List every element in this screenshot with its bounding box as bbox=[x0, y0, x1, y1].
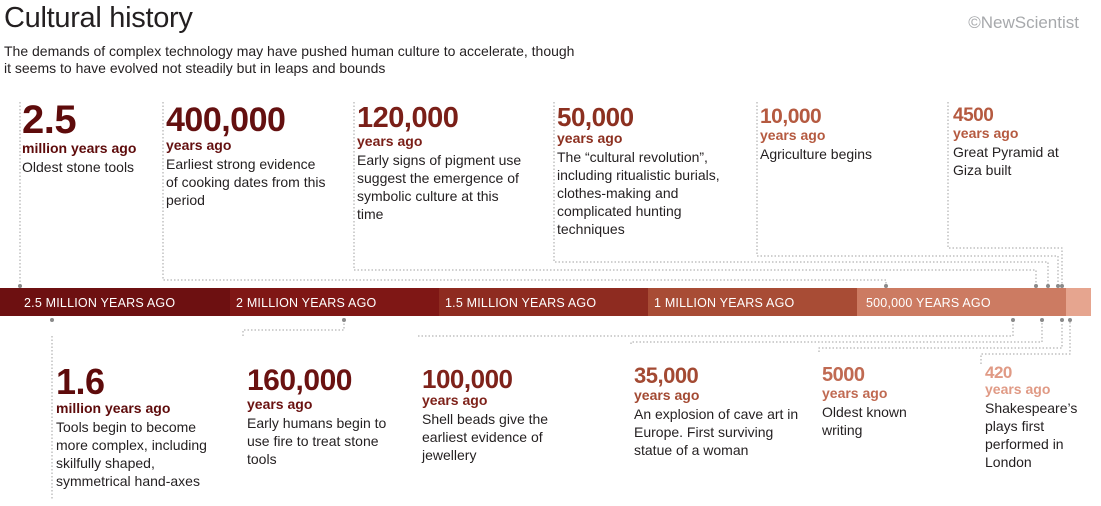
timeline-event bbox=[557, 104, 737, 238]
event-number: 50,000 bbox=[557, 102, 634, 132]
event-description: Shakespeare’s plays first performed in London bbox=[985, 400, 1078, 470]
event-unit: years ago bbox=[822, 385, 888, 401]
event-description: Early signs of pigment use suggest the emergence of symbolic culture at this time bbox=[357, 152, 522, 222]
connector-dot bbox=[1011, 318, 1015, 322]
event-number: 5000 bbox=[822, 364, 865, 386]
event-number: 1.6 bbox=[56, 361, 105, 402]
event-number: 100,000 bbox=[422, 364, 513, 394]
event-description: Oldest known writing bbox=[822, 404, 907, 438]
timeline-segment bbox=[648, 288, 857, 316]
timeline-event bbox=[634, 365, 809, 459]
brand-logo: ©NewScientist bbox=[968, 13, 1079, 32]
connector-dot bbox=[1040, 318, 1044, 322]
event-number: 35,000 bbox=[634, 363, 699, 388]
event-description: Agriculture begins bbox=[760, 146, 873, 162]
event-description: Shell beads give the earliest evidence of jewellery bbox=[422, 411, 549, 463]
page-subtitle: The demands of complex technology may have pushed human culture to accelerate, though it seems to have evolved not steadily but in leaps and bounds bbox=[4, 43, 575, 76]
event-number: 400,000 bbox=[166, 101, 286, 139]
event-number: 10,000 bbox=[760, 105, 822, 128]
event-unit: years ago bbox=[557, 130, 623, 146]
event-description: An explosion of cave art in Europe. First surviving statue of a woman bbox=[634, 406, 799, 458]
event-number: 120,000 bbox=[357, 102, 459, 134]
event-description: The “cultural revolution”, including ritualistic burials, clothes-making and complicated hunting techniques bbox=[557, 149, 720, 237]
event-number: 2.5 bbox=[22, 98, 77, 142]
timeline-event bbox=[953, 106, 1063, 179]
event-description: Tools begin to become more complex, including skilfully shaped, symmetrical hand-axes bbox=[56, 419, 207, 489]
event-description: Earliest strong evidence of cooking dates from this period bbox=[166, 156, 326, 208]
segment-label: 1 MILLION YEARS AGO bbox=[654, 296, 795, 310]
event-unit: years ago bbox=[953, 125, 1019, 141]
timeline-event bbox=[166, 103, 326, 209]
timeline-event bbox=[822, 365, 942, 439]
event-unit: years ago bbox=[760, 127, 826, 143]
event-number: 4500 bbox=[953, 105, 994, 126]
event-description: Early humans begin to use fire to treat stone tools bbox=[247, 415, 387, 467]
connector-dot bbox=[50, 318, 54, 322]
timeline-event bbox=[357, 104, 527, 223]
timeline-segment bbox=[857, 288, 1066, 316]
timeline-event bbox=[985, 364, 1085, 471]
connector-line bbox=[631, 320, 1042, 344]
timeline-event bbox=[760, 106, 910, 163]
connector-line bbox=[418, 320, 1013, 336]
connector-dot bbox=[1060, 318, 1064, 322]
event-number: 160,000 bbox=[247, 364, 352, 397]
timeline-segment bbox=[230, 288, 439, 316]
connector-line bbox=[243, 320, 344, 336]
event-description: Oldest stone tools bbox=[22, 159, 135, 175]
event-description: Great Pyramid at Giza built bbox=[953, 144, 1059, 178]
event-unit: years ago bbox=[422, 392, 488, 408]
event-unit: million years ago bbox=[56, 400, 171, 416]
connector-dot bbox=[342, 318, 346, 322]
segment-label: 1.5 MILLION YEARS AGO bbox=[445, 296, 597, 310]
event-number: 420 bbox=[985, 363, 1012, 382]
timeline-segment bbox=[439, 288, 648, 316]
timeline-event bbox=[422, 366, 572, 464]
event-unit: years ago bbox=[634, 387, 700, 403]
event-unit: years ago bbox=[357, 133, 423, 149]
timeline-event bbox=[56, 361, 226, 490]
timeline-event bbox=[247, 366, 397, 468]
segment-label: 2.5 MILLION YEARS AGO bbox=[24, 296, 176, 310]
segment-label: 500,000 YEARS AGO bbox=[866, 296, 991, 310]
timeline-segment bbox=[0, 288, 230, 316]
timeline-segment bbox=[1066, 288, 1091, 316]
event-unit: years ago bbox=[247, 396, 313, 412]
event-unit: million years ago bbox=[22, 140, 137, 156]
segment-label: 2 MILLION YEARS AGO bbox=[236, 296, 377, 310]
connector-dot bbox=[1068, 318, 1072, 322]
event-unit: years ago bbox=[166, 137, 232, 153]
page-title: Cultural history bbox=[4, 2, 193, 34]
event-unit: years ago bbox=[985, 381, 1051, 397]
timeline-event bbox=[22, 100, 152, 176]
